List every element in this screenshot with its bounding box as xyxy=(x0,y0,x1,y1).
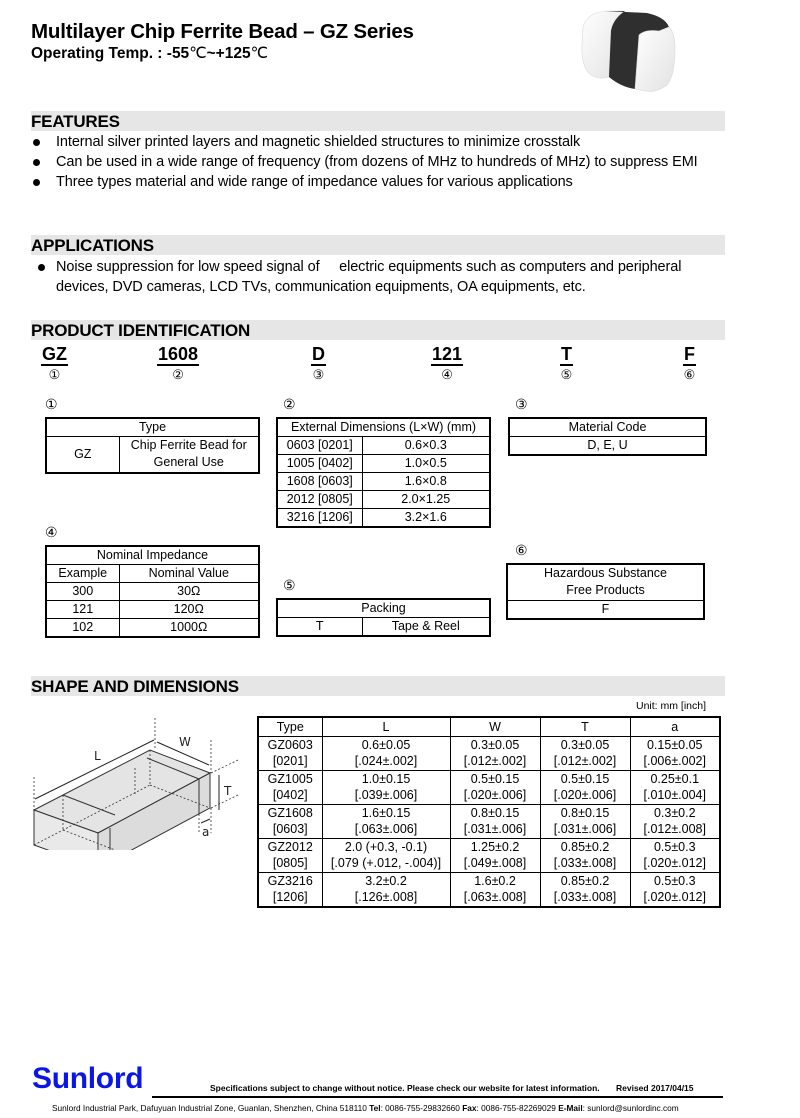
applications-heading: APPLICATIONS xyxy=(31,236,154,255)
ferrite-bead-photo xyxy=(565,5,683,95)
dimension-row: 1608 [0603] 1.6×0.8 xyxy=(277,473,490,491)
impedance-table-number: ④ xyxy=(45,524,58,540)
application-item: Noise suppression for low speed signal of electric equipments such as computers and peripheral devices, DVD cameras, LCD TVs, communication equipments, OA equipments, etc. xyxy=(31,257,731,297)
col-type: Type xyxy=(258,717,322,736)
code-segment-impedance: 121 ④ xyxy=(432,344,463,382)
temp-max: ~+125 xyxy=(206,45,251,62)
dimensions-table xyxy=(257,716,721,908)
hazard-free-code: F xyxy=(507,600,704,619)
hazard-table-number: ⑥ xyxy=(515,542,528,558)
dimension-table xyxy=(276,417,491,528)
features-heading: FEATURES xyxy=(31,112,120,131)
temp-unit: ℃ xyxy=(250,45,268,62)
applications-header xyxy=(31,235,725,255)
hazard-free-table xyxy=(506,563,705,620)
impedance-col-example: Example xyxy=(46,565,119,583)
email-address[interactable]: : sunlord@sunlordinc.com xyxy=(582,1103,679,1113)
col-width: W xyxy=(450,717,540,736)
terminal-label: a xyxy=(202,825,210,839)
brand-logo: Sunlord xyxy=(32,1062,144,1095)
dimension-table-number: ② xyxy=(283,396,296,412)
temp-unit: ℃ xyxy=(189,45,207,62)
feature-item: Can be used in a wide range of frequency (from dozens of MHz to hundreds of MHz) to suppress EMI xyxy=(31,152,721,172)
dimensions-header-row xyxy=(258,717,720,736)
type-description: Chip Ferrite Bead for General Use xyxy=(119,437,259,473)
material-codes: D, E, U xyxy=(509,437,706,456)
product-identification-heading: PRODUCT IDENTIFICATION xyxy=(31,321,251,340)
code-segment-packing: T ⑤ xyxy=(560,344,573,382)
impedance-row: 121 120Ω xyxy=(46,601,259,619)
disclaimer-note: Specifications subject to change without notice. Please check our website for latest information. xyxy=(210,1083,600,1093)
code-segment-material: D ③ xyxy=(312,344,325,382)
dimension-table-header: External Dimensions (L×W) (mm) xyxy=(277,418,490,437)
col-length: L xyxy=(322,717,450,736)
width-label: W xyxy=(179,735,191,749)
dimensions-row: GZ0603 [0201] 0.6±0.05 [.024±.002] 0.3±0.05 [.012±.002] 0.3±0.05 [.012±.002] 0.15±0.05 [.006±.002] xyxy=(258,736,720,770)
impedance-row: 102 1000Ω xyxy=(46,619,259,638)
impedance-table xyxy=(45,545,260,638)
operating-temperature xyxy=(31,44,268,63)
type-table xyxy=(45,417,260,474)
packing-table-header: Packing xyxy=(277,599,490,618)
page-title: Multilayer Chip Ferrite Bead – GZ Series xyxy=(31,20,414,43)
dimensions-row: GZ3216 [1206] 3.2±0.2 [.126±.008] 1.6±0.2 [.063±.008] 0.85±0.2 [.033±.008] 0.5±0.3 [.020±.012] xyxy=(258,872,720,907)
applications-list xyxy=(31,257,731,297)
material-table xyxy=(508,417,707,456)
product-identification-header xyxy=(31,320,725,340)
type-code: GZ xyxy=(46,437,119,473)
shape-dimensions-heading: SHAPE AND DIMENSIONS xyxy=(31,677,239,696)
features-header xyxy=(31,111,725,131)
feature-item: Three types material and wide range of impedance values for various applications xyxy=(31,172,731,192)
length-label: L xyxy=(94,749,101,763)
features-list xyxy=(31,132,731,192)
feature-item: Internal silver printed layers and magnetic shielded structures to minimize crosstalk xyxy=(31,132,731,152)
phone-number: : 0086-755-29832660 xyxy=(380,1103,463,1113)
type-table-number: ① xyxy=(45,396,58,412)
col-terminal: a xyxy=(630,717,720,736)
type-table-header: Type xyxy=(46,418,259,437)
footer-divider xyxy=(152,1096,723,1098)
terminal-dimension-arrow xyxy=(201,819,210,823)
packing-table-number: ⑤ xyxy=(283,577,296,593)
col-thickness: T xyxy=(540,717,630,736)
chip-dimension-diagram xyxy=(30,715,245,850)
material-table-header: Material Code xyxy=(509,418,706,437)
dimension-row: 3216 [1206] 3.2×1.6 xyxy=(277,509,490,528)
hazard-table-header: Hazardous Substance Free Products xyxy=(507,564,704,600)
dimensions-row: GZ1005 [0402] 1.0±0.15 [.039±.006] 0.5±0.15 [.020±.006] 0.5±0.15 [.020±.006] 0.25±0.1 [.010±.004] xyxy=(258,770,720,804)
dimensions-row: GZ2012 [0805] 2.0 (+0.3, -0.1) [.079 (+.012, -.004)] 1.25±0.2 [.049±.008] 0.85±0.2 [.033±.008] 0.5±0.3 [.020±.012] xyxy=(258,838,720,872)
impedance-row: 300 30Ω xyxy=(46,583,259,601)
packing-code: T xyxy=(277,618,362,637)
code-segment-type: GZ ① xyxy=(42,344,67,382)
packing-table xyxy=(276,598,491,637)
dimension-row: 0603 [0201] 0.6×0.3 xyxy=(277,437,490,455)
fax-number: : 0086-755-82269029 xyxy=(476,1103,559,1113)
code-segment-hazard-free: F ⑥ xyxy=(683,344,696,382)
dimension-row: 2012 [0805] 2.0×1.25 xyxy=(277,491,490,509)
dimensions-row: GZ1608 [0603] 1.6±0.15 [.063±.006] 0.8±0.15 [.031±.006] 0.8±0.15 [.031±.006] 0.3±0.2 [.012±.008] xyxy=(258,804,720,838)
code-segment-dimension: 1608 ② xyxy=(158,344,199,382)
company-contact: Sunlord Industrial Park, Dafuyuan Industrial Zone, Guanlan, Shenzhen, China 518110 Tel: 0086-755-29832660 Fax: 0086-755-82269029 E-Mail: sunlord@sunlordinc.com xyxy=(52,1103,679,1113)
material-table-number: ③ xyxy=(515,396,528,412)
dimension-row: 1005 [0402] 1.0×0.5 xyxy=(277,455,490,473)
temp-label: Operating Temp. : -55 xyxy=(31,45,190,62)
thickness-label: T xyxy=(224,784,232,798)
revision-date: Revised 2017/04/15 xyxy=(616,1083,694,1093)
company-address: Sunlord Industrial Park, Dafuyuan Industrial Zone, Guanlan, Shenzhen, China 518110 xyxy=(52,1103,370,1113)
impedance-col-value: Nominal Value xyxy=(119,565,259,583)
packing-value: Tape & Reel xyxy=(362,618,490,637)
shape-dimensions-header xyxy=(31,676,725,696)
unit-label: Unit: mm [inch] xyxy=(636,700,707,712)
impedance-table-header: Nominal Impedance xyxy=(46,546,259,565)
